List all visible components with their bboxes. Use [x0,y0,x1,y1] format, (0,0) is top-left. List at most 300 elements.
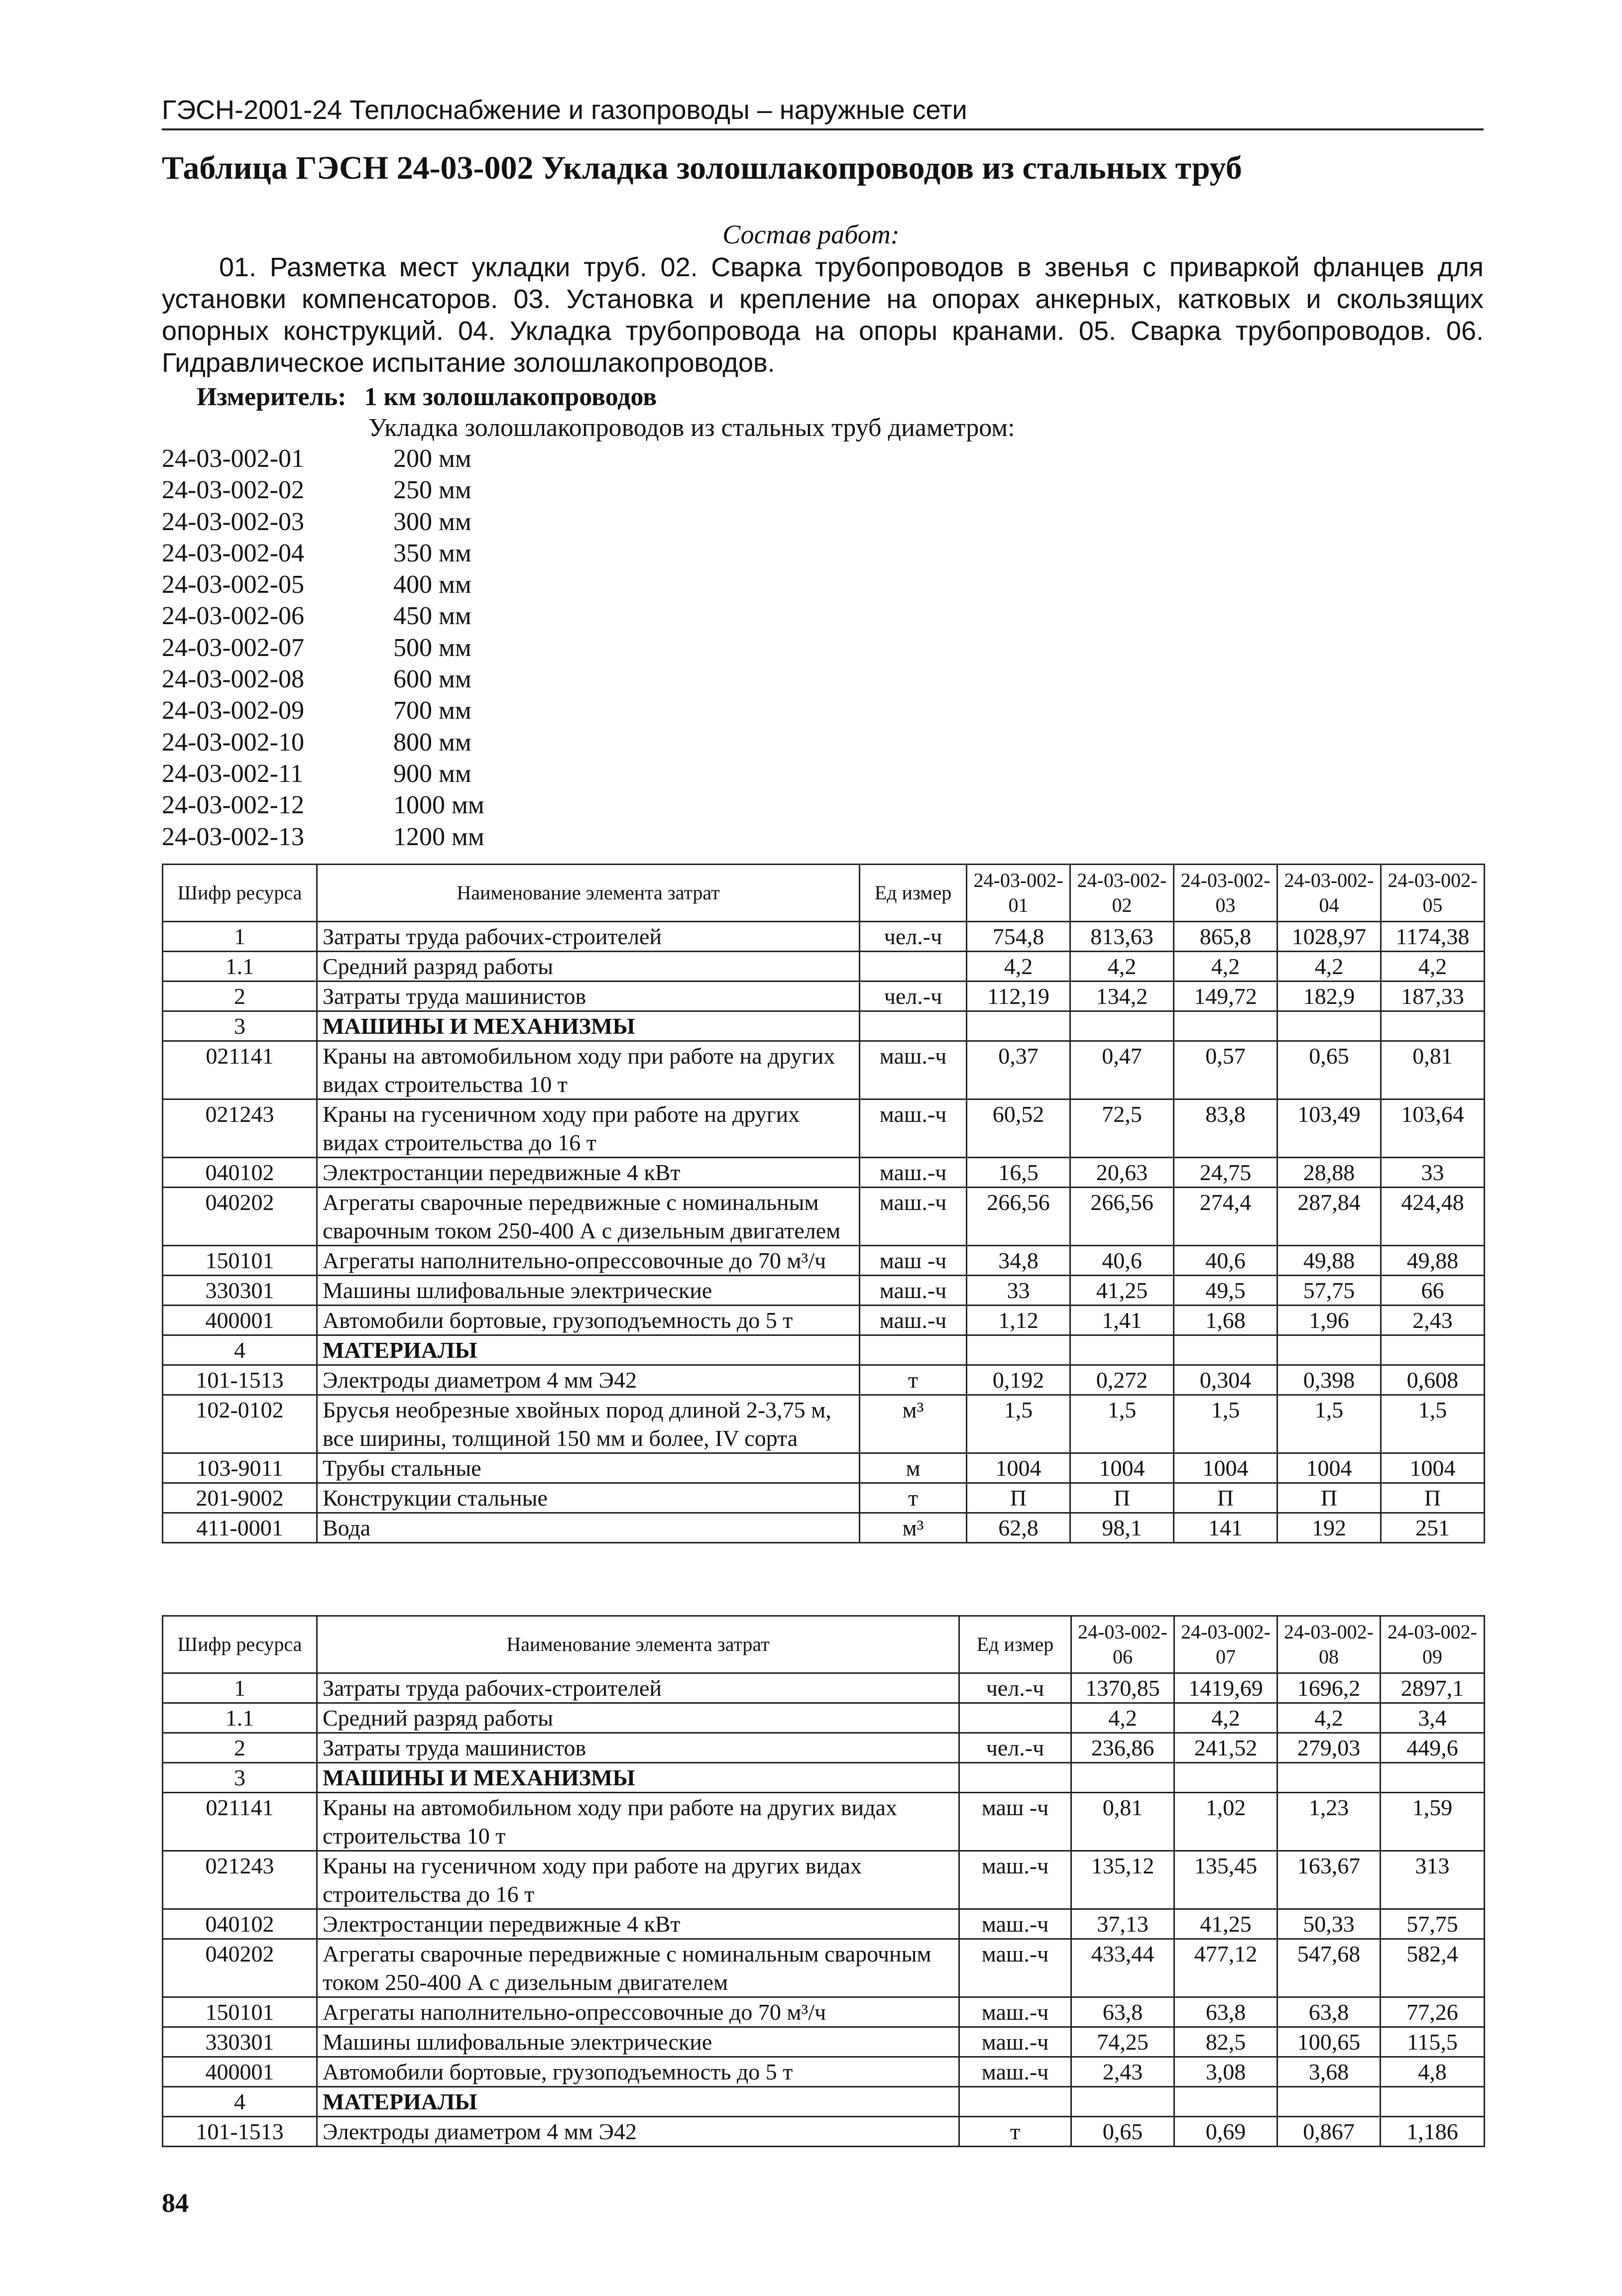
cost-element-name: Агрегаты наполнительно-опрессовочные до 70 м³/ч [317,1997,959,2027]
value-cell: 449,6 [1381,1733,1485,1763]
cost-element-name: Краны на автомобильном ходу при работе на других видах строительства 10 т [317,1041,860,1099]
variant-code: 24-03-002-03 [162,507,304,536]
resource-code: 040202 [163,1939,317,1997]
table-row [163,1395,1485,1453]
cost-element-name: Машины шлифовальные электрические [317,2027,959,2057]
column-header: 24-03-002-07 [1174,1616,1277,1673]
variant-code: 24-03-002-09 [162,696,304,725]
value-cell: 1,5 [1174,1395,1277,1453]
value-cell: 141 [1174,1513,1277,1543]
value-cell: 1,23 [1277,1793,1381,1851]
table-header-row [163,1616,1485,1673]
value-cell: 2,43 [1071,2057,1174,2087]
resource-code: 400001 [163,2057,317,2087]
section-title: МАШИНЫ И МЕХАНИЗМЫ [317,1763,959,1793]
variant-size: 400 мм [393,570,471,599]
value-cell: 74,25 [1071,2027,1174,2057]
variant-size: 1200 мм [393,822,484,851]
value-cell: П [1174,1483,1277,1513]
value-cell: П [1277,1483,1381,1513]
resource-code: 040102 [163,1909,317,1939]
resource-code: 2 [163,1733,317,1763]
variant-size: 700 мм [393,696,471,725]
value-cell [1381,2087,1485,2117]
column-header: 24-03-002-01 [967,865,1070,922]
table-row [163,1158,1485,1188]
value-cell: 251 [1381,1513,1485,1543]
value-cell: 2,43 [1381,1306,1485,1335]
cost-element-name: Вода [317,1513,860,1543]
unit-cell [959,2087,1071,2117]
resource-code: 021141 [163,1041,317,1099]
value-cell: 77,26 [1381,1997,1485,2027]
table-row [163,1099,1485,1158]
variant-size: 900 мм [393,759,471,788]
resource-code: 400001 [163,1306,317,1335]
cost-element-name: Краны на автомобильном ходу при работе на других видах строительства 10 т [317,1793,959,1851]
value-cell: 49,88 [1277,1246,1381,1276]
unit-cell: маш.-ч [860,1306,967,1335]
value-cell: 4,2 [1174,1703,1277,1733]
value-cell: 187,33 [1381,982,1485,1011]
resource-code: 101-1513 [163,2117,317,2147]
variants-heading: Укладка золошлакопроводов из стальных труб диаметром: [368,414,1015,442]
unit-cell: м³ [860,1395,967,1453]
value-cell: 163,67 [1277,1851,1381,1909]
resource-code: 4 [163,1335,317,1365]
value-cell: 0,81 [1071,1793,1174,1851]
value-cell: 34,8 [967,1246,1070,1276]
variant-row [162,727,484,758]
variant-row [162,443,484,474]
value-cell: 266,56 [1070,1188,1174,1246]
value-cell: 3,68 [1277,2057,1381,2087]
value-cell: 98,1 [1070,1513,1174,1543]
value-cell: 134,2 [1070,982,1174,1011]
variant-row [162,569,484,600]
table-row [163,2057,1485,2087]
variant-size: 350 мм [393,539,471,567]
value-cell [1174,1335,1277,1365]
variant-code: 24-03-002-11 [162,759,304,788]
value-cell: 1696,2 [1277,1673,1381,1703]
cost-element-name: Электростанции передвижные 4 кВт [317,1909,959,1939]
table-row [163,2117,1485,2147]
column-header: Ед измер [860,865,967,922]
table-header-row [163,865,1485,922]
value-cell: 2897,1 [1381,1673,1485,1703]
value-cell: 1,5 [1070,1395,1174,1453]
unit-cell: чел.-ч [860,982,967,1011]
value-cell: 0,867 [1277,2117,1381,2147]
value-cell: 287,84 [1277,1188,1381,1246]
unit-cell: маш.-ч [959,2027,1071,2057]
running-header: ГЭСН-2001-24 Теплоснабжение и газопроводы – наружные сети [162,95,967,125]
value-cell: 4,2 [1070,952,1174,982]
table-row [163,2027,1485,2057]
variant-code: 24-03-002-06 [162,602,304,631]
unit-cell: маш.-ч [959,1851,1071,1909]
table-row [163,1793,1485,1851]
unit-cell: м [860,1453,967,1483]
unit-cell: маш.-ч [860,1041,967,1099]
unit-cell: т [860,1483,967,1513]
value-cell: 41,25 [1174,1909,1277,1939]
unit-cell: маш.-ч [959,1939,1071,1997]
value-cell: 40,6 [1070,1246,1174,1276]
variant-code: 24-03-002-10 [162,728,304,757]
resource-code: 3 [163,1011,317,1041]
value-cell: 813,63 [1070,922,1174,952]
section-row [163,1011,1485,1041]
unit-cell: чел.-ч [959,1733,1071,1763]
unit-cell: чел.-ч [959,1673,1071,1703]
cost-element-name: Машины шлифовальные электрические [317,1276,860,1306]
variant-row [162,506,484,538]
value-cell: 16,5 [967,1158,1070,1188]
value-cell: 1028,97 [1277,922,1381,952]
cost-element-name: Агрегаты сварочные передвижные с номинальным сварочным током 250-400 А с дизельным двигателем [317,1188,860,1246]
unit-cell [959,1703,1071,1733]
section-row [163,1335,1485,1365]
value-cell: 1004 [1277,1453,1381,1483]
column-header: Ед измер [959,1616,1071,1673]
value-cell [1277,1763,1381,1793]
cost-element-name: Средний разряд работы [317,1703,959,1733]
variant-size: 600 мм [393,665,471,694]
column-header: Шифр ресурса [163,865,317,922]
cost-element-name: Брусья необрезные хвойных пород длиной 2-3,75 м, все ширины, толщиной 150 мм и более, IV сорта [317,1395,860,1453]
value-cell: 266,56 [967,1188,1070,1246]
value-cell: 582,4 [1381,1939,1485,1997]
cost-element-name: Краны на гусеничном ходу при работе на других видах строительства до 16 т [317,1851,959,1909]
resource-code: 021243 [163,1099,317,1158]
resource-code: 021141 [163,1793,317,1851]
value-cell: 0,65 [1277,1041,1381,1099]
value-cell: 63,8 [1174,1997,1277,2027]
value-cell: 149,72 [1174,982,1277,1011]
value-cell: 82,5 [1174,2027,1277,2057]
resource-code: 150101 [163,1246,317,1276]
value-cell: 1,12 [967,1306,1070,1335]
value-cell: 0,57 [1174,1041,1277,1099]
resource-code: 103-9011 [163,1453,317,1483]
value-cell: 83,8 [1174,1099,1277,1158]
value-cell: 4,2 [1174,952,1277,982]
variant-code: 24-03-002-05 [162,570,304,599]
value-cell: 4,2 [1277,1703,1381,1733]
column-header: Наименование элемента затрат [317,865,860,922]
header-divider [162,128,1484,130]
variant-size: 800 мм [393,728,471,757]
value-cell: 72,5 [1070,1099,1174,1158]
cost-element-name: Трубы стальные [317,1453,860,1483]
value-cell: 424,48 [1381,1188,1485,1246]
cost-element-name: Средний разряд работы [317,952,860,982]
value-cell: 33 [1381,1158,1485,1188]
value-cell: 60,52 [967,1099,1070,1158]
value-cell: 4,2 [1381,952,1485,982]
unit-cell [860,1011,967,1041]
variant-row [162,538,484,569]
section-row [163,1763,1485,1793]
value-cell: 57,75 [1381,1909,1485,1939]
work-composition-body: 01. Разметка мест укладки труб. 02. Сварка трубопроводов в звенья с приваркой фланцев для установки компенсаторов. 03. Установка и крепление на опорах анкерных, катковых и скользящих опорных конструкций. 04. Укладка трубопровода на опоры кранами. 05. Сварка трубопроводов. 06. Гидравлическое испытание золошлакопроводов. [162,252,1484,378]
table-row [163,1997,1485,2027]
value-cell: 1,68 [1174,1306,1277,1335]
resource-code: 4 [163,2087,317,2117]
value-cell: 0,65 [1071,2117,1174,2147]
value-cell: 1419,69 [1174,1673,1277,1703]
unit-cell: маш -ч [959,1793,1071,1851]
value-cell: 182,9 [1277,982,1381,1011]
page-number: 84 [162,2188,189,2218]
value-cell: 0,608 [1381,1365,1485,1395]
variant-size: 500 мм [393,633,471,662]
cost-element-name: Автомобили бортовые, грузоподъемность до 5 т [317,2057,959,2087]
resource-code: 101-1513 [163,1365,317,1395]
value-cell: 0,69 [1174,2117,1277,2147]
resource-code: 040102 [163,1158,317,1188]
value-cell: П [1070,1483,1174,1513]
resource-code: 150101 [163,1997,317,2027]
resource-code: 411-0001 [163,1513,317,1543]
column-header: 24-03-002-02 [1070,865,1174,922]
value-cell: 0,81 [1381,1041,1485,1099]
value-cell: 236,86 [1071,1733,1174,1763]
value-cell: 41,25 [1070,1276,1174,1306]
value-cell: 0,272 [1070,1365,1174,1395]
cost-element-name: Краны на гусеничном ходу при работе на других видах строительства до 16 т [317,1099,860,1158]
value-cell: 279,03 [1277,1733,1381,1763]
resource-code: 201-9002 [163,1483,317,1513]
value-cell: 103,49 [1277,1099,1381,1158]
value-cell: 49,88 [1381,1246,1485,1276]
resource-code: 2 [163,982,317,1011]
value-cell [1381,1335,1485,1365]
variant-size: 250 мм [393,476,471,505]
column-header: 24-03-002-03 [1174,865,1277,922]
value-cell: 4,2 [967,952,1070,982]
value-cell: 3,4 [1381,1703,1485,1733]
value-cell: 1,5 [1381,1395,1485,1453]
table-row [163,922,1485,952]
value-cell: 192 [1277,1513,1381,1543]
value-cell: 135,12 [1071,1851,1174,1909]
variant-code: 24-03-002-01 [162,444,304,473]
variant-size: 450 мм [393,602,471,631]
value-cell: 66 [1381,1276,1485,1306]
variant-size: 1000 мм [393,791,484,820]
table-row [163,1365,1485,1395]
unit-cell: маш.-ч [959,1909,1071,1939]
column-header: 24-03-002-08 [1277,1616,1381,1673]
variant-code: 24-03-002-04 [162,539,304,567]
value-cell: 24,75 [1174,1158,1277,1188]
value-cell: 754,8 [967,922,1070,952]
table-row [163,1453,1485,1483]
section-title: МАТЕРИАЛЫ [317,2087,959,2117]
value-cell: 0,192 [967,1365,1070,1395]
work-composition-heading: Состав работ: [722,219,900,249]
value-cell: 1,5 [967,1395,1070,1453]
unit-cell: т [959,2117,1071,2147]
value-cell [1070,1335,1174,1365]
variant-row [162,789,484,821]
measure-value: 1 км золошлакопроводов [364,383,657,411]
cost-table-2 [162,1615,1485,2147]
work-composition-text [162,251,1484,379]
variant-code: 24-03-002-13 [162,822,304,851]
resource-code: 3 [163,1763,317,1793]
value-cell: 274,4 [1174,1188,1277,1246]
variant-row [162,632,484,663]
value-cell: 1,5 [1277,1395,1381,1453]
variant-code: 24-03-002-08 [162,665,304,694]
table-row [163,1246,1485,1276]
value-cell: 135,45 [1174,1851,1277,1909]
resource-code: 330301 [163,2027,317,2057]
value-cell: 0,37 [967,1041,1070,1099]
value-cell [1277,1011,1381,1041]
table-row [163,1306,1485,1335]
value-cell [1174,1011,1277,1041]
variant-row [162,758,484,789]
table-row [163,1276,1485,1306]
value-cell: 63,8 [1071,1997,1174,2027]
table-row [163,1939,1485,1997]
column-header: Наименование элемента затрат [317,1616,959,1673]
column-header: Шифр ресурса [163,1616,317,1673]
table-row [163,1851,1485,1909]
value-cell: 1,59 [1381,1793,1485,1851]
value-cell: П [967,1483,1070,1513]
value-cell [1381,1011,1485,1041]
value-cell [1071,1763,1174,1793]
value-cell [1071,2087,1174,2117]
value-cell: 115,5 [1381,2027,1485,2057]
resource-code: 330301 [163,1276,317,1306]
value-cell: 0,398 [1277,1365,1381,1395]
measure-label: Измеритель: [197,383,347,411]
unit-cell: маш.-ч [860,1188,967,1246]
cost-element-name: Затраты труда машинистов [317,982,860,1011]
value-cell: 1174,38 [1381,922,1485,952]
value-cell: 3,08 [1174,2057,1277,2087]
section-title: МАТЕРИАЛЫ [317,1335,860,1365]
value-cell: 1,96 [1277,1306,1381,1335]
value-cell: 4,2 [1071,1703,1174,1733]
variant-size: 300 мм [393,507,471,536]
table-row [163,1733,1485,1763]
value-cell: 241,52 [1174,1733,1277,1763]
value-cell: 1,186 [1381,2117,1485,2147]
value-cell [967,1335,1070,1365]
value-cell: 1004 [1174,1453,1277,1483]
value-cell: 313 [1381,1851,1485,1909]
cost-element-name: Электроды диаметром 4 мм Э42 [317,1365,860,1395]
unit-cell: м³ [860,1513,967,1543]
table-row [163,982,1485,1011]
cost-element-name: Автомобили бортовые, грузоподъемность до 5 т [317,1306,860,1335]
cost-element-name: Затраты труда машинистов [317,1733,959,1763]
resource-code: 1 [163,922,317,952]
value-cell: 4,8 [1381,2057,1485,2087]
table-row [163,1483,1485,1513]
table-row [163,1909,1485,1939]
cost-element-name: Электроды диаметром 4 мм Э42 [317,2117,959,2147]
variant-row [162,695,484,726]
value-cell: 37,13 [1071,1909,1174,1939]
unit-cell: маш.-ч [860,1276,967,1306]
column-header: 24-03-002-09 [1381,1616,1485,1673]
section-title: МАШИНЫ И МЕХАНИЗМЫ [317,1011,860,1041]
value-cell: 865,8 [1174,922,1277,952]
value-cell: 33 [967,1276,1070,1306]
table-row [163,1673,1485,1703]
table-row [163,952,1485,982]
value-cell [1070,1011,1174,1041]
value-cell: П [1381,1483,1485,1513]
value-cell: 112,19 [967,982,1070,1011]
resource-code: 040202 [163,1188,317,1246]
value-cell: 1004 [967,1453,1070,1483]
value-cell: 433,44 [1071,1939,1174,1997]
value-cell [1174,2087,1277,2117]
cost-element-name: Конструкции стальные [317,1483,860,1513]
value-cell: 103,64 [1381,1099,1485,1158]
table-title: Таблица ГЭСН 24-03-002 Укладка золошлакопроводов из стальных труб [162,150,1242,186]
variant-row [162,600,484,632]
variant-row [162,474,484,506]
unit-cell: маш.-ч [959,1997,1071,2027]
value-cell: 0,47 [1070,1041,1174,1099]
value-cell: 57,75 [1277,1276,1381,1306]
unit-cell: маш.-ч [860,1099,967,1158]
cost-table-1 [162,864,1485,1543]
variant-code: 24-03-002-12 [162,791,304,820]
variant-list [162,443,484,853]
table-row [163,1188,1485,1246]
unit-cell [959,1763,1071,1793]
value-cell: 50,33 [1277,1909,1381,1939]
value-cell: 477,12 [1174,1939,1277,1997]
cost-element-name: Затраты труда рабочих-строителей [317,1673,959,1703]
value-cell: 100,65 [1277,2027,1381,2057]
value-cell: 1,41 [1070,1306,1174,1335]
value-cell: 0,304 [1174,1365,1277,1395]
column-header: 24-03-002-04 [1277,865,1381,922]
section-row [163,2087,1485,2117]
cost-element-name: Агрегаты наполнительно-опрессовочные до 70 м³/ч [317,1246,860,1276]
resource-code: 1.1 [163,952,317,982]
table-row [163,1041,1485,1099]
value-cell [1381,1763,1485,1793]
resource-code: 1 [163,1673,317,1703]
unit-cell: маш.-ч [959,2057,1071,2087]
unit-cell [860,952,967,982]
variant-code: 24-03-002-07 [162,633,304,662]
resource-code: 1.1 [163,1703,317,1733]
variant-code: 24-03-002-02 [162,476,304,505]
value-cell: 1,02 [1174,1793,1277,1851]
value-cell: 1370,85 [1071,1673,1174,1703]
value-cell: 40,6 [1174,1246,1277,1276]
resource-code: 021243 [163,1851,317,1909]
value-cell: 547,68 [1277,1939,1381,1997]
column-header: 24-03-002-06 [1071,1616,1174,1673]
value-cell [1174,1763,1277,1793]
